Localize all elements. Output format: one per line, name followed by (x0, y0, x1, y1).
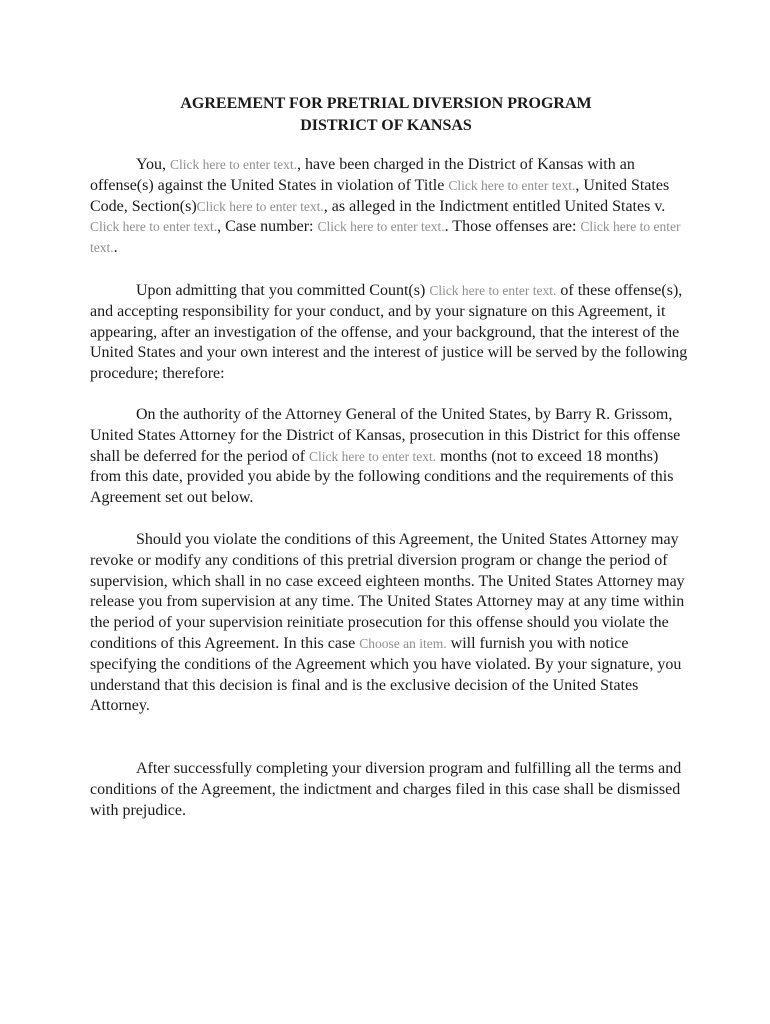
document-subtitle: DISTRICT OF KANSAS (300, 117, 472, 134)
paragraph-text: . (113, 239, 118, 257)
paragraph-text: Upon admitting that you committed Count(s) (136, 282, 430, 299)
paragraph-completion (90, 759, 690, 821)
paragraph-text: . Those offenses are: (444, 218, 581, 236)
case-name-field[interactable]: Click here to enter text. (90, 219, 218, 235)
defendant-name-field[interactable]: Click here to enter text. (169, 157, 298, 172)
paragraph-text: Should you violate the conditions of this Agreement, the United States Attorney may revoke or modify any conditions of this pretrial diversion program or change the period of supervision, which shall in no case exceed eighteen months. The United States Attorney may release you from supervision at any time. The United States Attorney may at any time within the period of your supervision reinitiate prosecution for this offense should you violate the conditions of this Agreement. In this case (90, 531, 685, 652)
offenses-field[interactable]: Click here to enter text. (90, 219, 681, 256)
document-title: AGREEMENT FOR PRETRIAL DIVERSION PROGRAM (180, 95, 592, 112)
choose-item-dropdown[interactable]: Choose an item. (359, 635, 447, 651)
paragraph-text: months (not to exceed 18 months) from this date, provided you abide by the following conditions and the requirements of this Agreement set out below. (90, 447, 674, 507)
section-field[interactable]: Click here to enter text. (196, 198, 324, 214)
paragraph-charges (90, 155, 690, 259)
paragraph-admission (90, 281, 690, 385)
counts-field[interactable]: Click here to enter text. (429, 283, 557, 298)
paragraph-text: , Case number: (217, 218, 318, 236)
paragraph-authority (90, 405, 690, 509)
paragraph-text: will furnish you with notice specifying the conditions of the Agreement which you have violated. By your signature, you understand that this decision is final and is the exclusive decision of the United States Attorney. (90, 634, 682, 715)
paragraph-text: , have been charged in the District of Kansas with an offense(s) against the United States in violation of Title (90, 156, 635, 194)
paragraph-text: After successfully completing your diversion program and fulfilling all the terms and conditions of the Agreement, the indictment and charges filed in this case shall be dismissed with prejudice. (90, 760, 682, 819)
paragraph-text: On the authority of the Attorney General of the United States, by Barry R. Grissom, United States Attorney for the District of Kansas, prosecution in this District for this offense shall be deferred for the period of (90, 406, 681, 465)
paragraph-text: of these offense(s), and accepting responsibility for your conduct, and by your signature on this Agreement, it appearing, after an investigation of the offense, and your background, that the interest of the United States and your own interest and the interest of justice will be served by the following procedure; therefore: (90, 282, 688, 383)
paragraph-text: , United States Code, Section(s) (90, 176, 670, 215)
paragraph-violation (90, 530, 690, 717)
deferral-period-field[interactable]: Click here to enter text. (309, 448, 437, 464)
paragraph-text: , as alleged in the Indictment entitled United States v. (323, 197, 666, 215)
paragraph-text: You, (136, 156, 170, 173)
title-number-field[interactable]: Click here to enter text. (448, 177, 576, 193)
case-number-field[interactable]: Click here to enter text. (317, 219, 445, 235)
